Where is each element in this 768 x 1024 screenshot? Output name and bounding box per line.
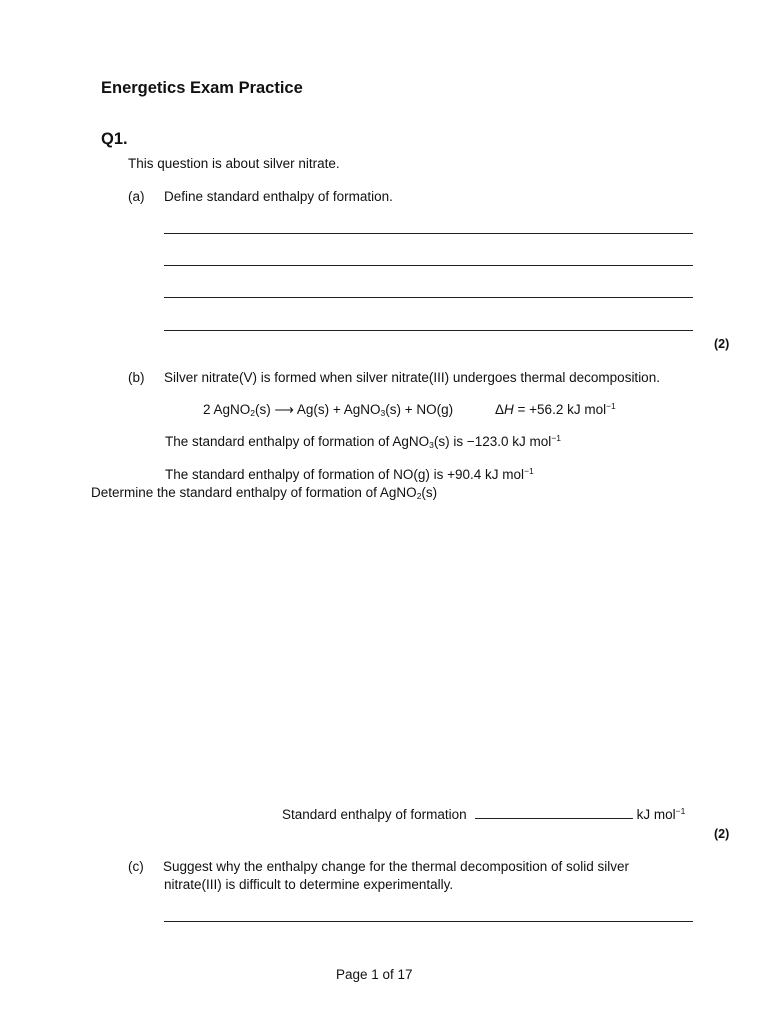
agno3-post: (s) is −123.0 kJ mol (433, 434, 552, 449)
no-sup: −1 (524, 466, 534, 476)
part-c-text-line1: Suggest why the enthalpy change for the thermal decomposition of solid silver (163, 859, 630, 874)
enthalpy-symbol: H (504, 402, 514, 417)
equation-reactant: 2 AgNO (203, 402, 251, 417)
agno3-formation-statement (165, 433, 561, 450)
answer-line-a3[interactable] (164, 297, 693, 298)
no-pre: The standard enthalpy of formation of NO(g) is +90.4 kJ mol (165, 467, 525, 482)
part-b-label: (b) (128, 370, 145, 385)
answer-line-a4[interactable] (164, 330, 693, 331)
enthalpy-value: = +56.2 kJ mol (513, 402, 607, 417)
equation-sub-1: 2 (250, 408, 256, 418)
determine-post: (s) (421, 485, 438, 500)
answer-unit: kJ mol (636, 807, 676, 822)
part-b-marks: (2) (714, 827, 730, 841)
page-title: Energetics Exam Practice (101, 79, 303, 97)
answer-label: Standard enthalpy of formation (282, 807, 467, 822)
part-c-label: (c) (128, 859, 144, 874)
page-number: Page 1 of 17 (336, 967, 413, 982)
delta-symbol: Δ (495, 402, 505, 417)
answer-blank[interactable] (475, 806, 633, 819)
part-a-marks: (2) (714, 337, 730, 351)
agno3-pre: The standard enthalpy of formation of AgNO (165, 434, 430, 449)
determine-pre: Determine the standard enthalpy of formation of AgNO (91, 485, 417, 500)
agno3-sup: −1 (551, 433, 562, 443)
determine-sub: 2 (416, 491, 422, 501)
no-formation-statement (165, 466, 534, 483)
part-a-label: (a) (128, 189, 145, 204)
enthalpy-change (495, 401, 616, 418)
answer-unit-sup: −1 (675, 806, 686, 816)
equation-sub-2: 3 (380, 408, 386, 418)
equation-products-a: (s) ⟶ Ag(s) + AgNO (255, 402, 381, 417)
answer-line-c1[interactable] (164, 921, 693, 922)
equation-products-b: (s) + NO(g) (385, 402, 454, 417)
answer-line-a2[interactable] (164, 265, 693, 266)
question-number: Q1. (101, 130, 128, 148)
question-intro: This question is about silver nitrate. (128, 156, 340, 171)
agno3-sub: 3 (429, 440, 434, 450)
part-b-text: Silver nitrate(V) is formed when silver nitrate(III) undergoes thermal decomposition. (164, 370, 660, 385)
enthalpy-unit-sup: −1 (606, 401, 616, 411)
reaction-equation (203, 401, 453, 418)
determine-instruction (91, 484, 437, 501)
part-c-text-line2: nitrate(III) is difficult to determine experimentally. (164, 877, 454, 892)
answer-row (282, 806, 685, 823)
answer-line-a1[interactable] (164, 233, 693, 234)
part-a-text: Define standard enthalpy of formation. (164, 189, 393, 204)
